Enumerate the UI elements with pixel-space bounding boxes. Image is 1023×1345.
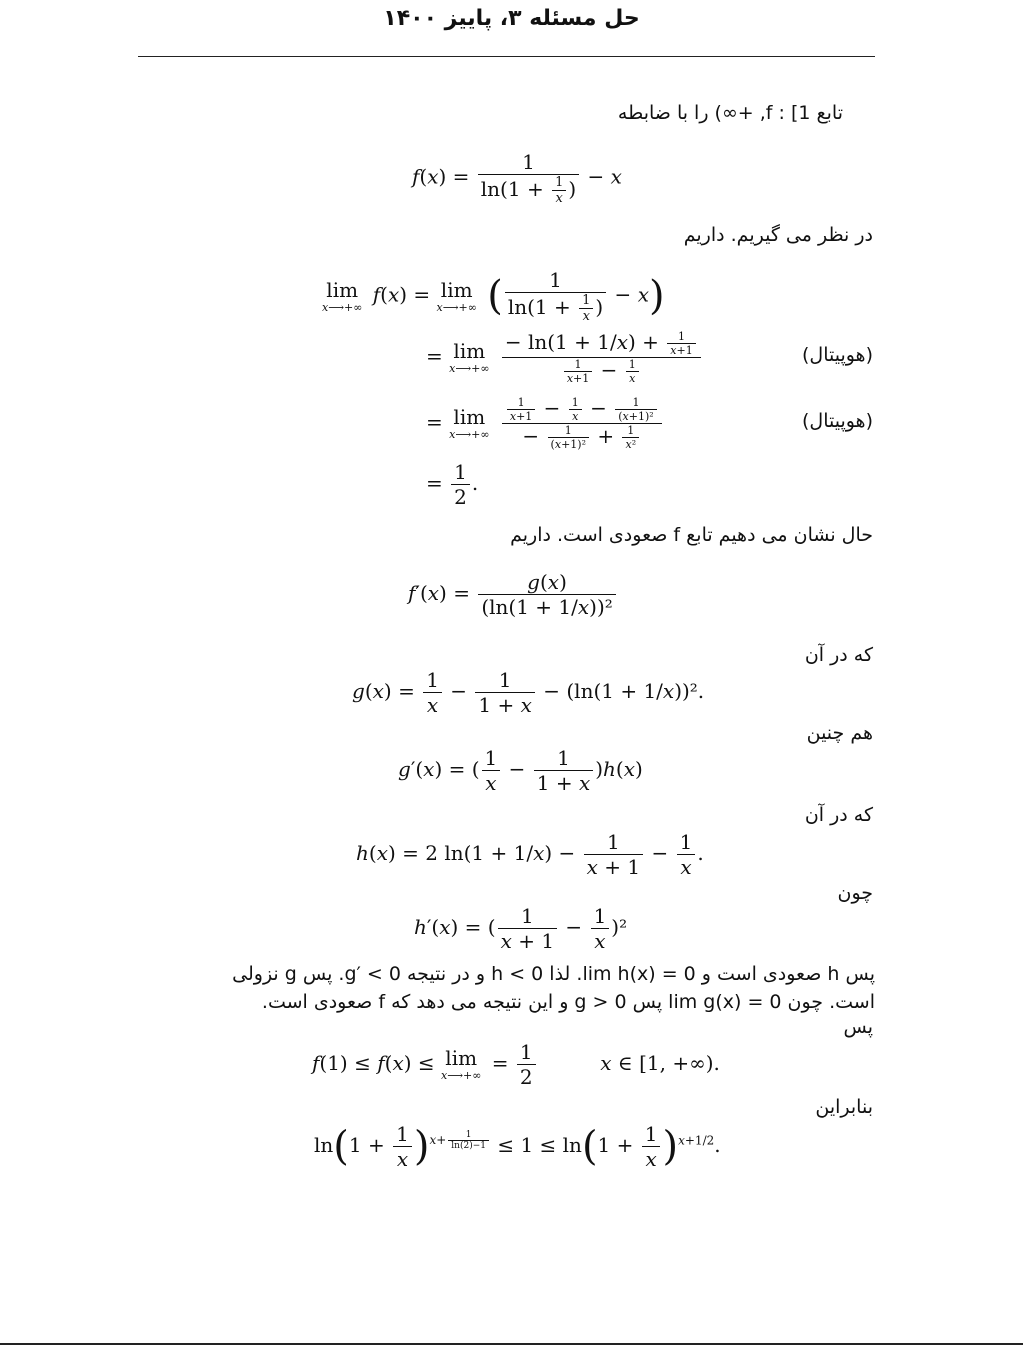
equation-g: g(x) = $\frac{1}{x}$ − $\frac{1}{1 + x}$ − (ln(1 + 1/x))².	[352, 668, 705, 717]
equation-h: h(x) = 2 ln(1 + 1/x) − $\frac{1}{x + 1}$ − $\frac{1}{x}$ .	[356, 830, 704, 879]
hopital-label-1: (هوپیتال)	[801, 344, 873, 366]
paragraph-line-2: است. چون lim g(x) = 0 پس g > 0 و این نتیجه می دهد که f صعودی است.	[261, 991, 875, 1013]
equation-bounds: f(1) ≤ f(x) ≤ lim x⟶+∞ = $\frac{1}{2}$ x ∈ [1, +∞).	[312, 1040, 720, 1089]
hopital-label-2: (هوپیتال)	[801, 410, 873, 432]
header-rule	[138, 56, 875, 57]
equation-limit-result: = $\frac{1}{2}$ .	[426, 460, 479, 509]
increasing-text: حال نشان می دهیم تابع f صعودی است. داریم	[510, 524, 873, 546]
page-title: حل مسئله ۳، پاییز ۱۴۰۰	[383, 6, 640, 31]
where-label-1: که در آن	[804, 644, 873, 666]
equation-limit-line1: lim x⟶+∞ f(x) = lim x⟶+∞ ( 1 ln(1 + $\frac{1}{x}$ ) − x)	[322, 268, 665, 324]
equation-limit-line3: = lim x⟶+∞ $\frac{1}{x+1}$ − $\frac{1}{x}$ − $\frac{1}{\text{(x+1)²}}$ − $\frac{1}{\text{(x+1)²}}$ + $\frac{1}{\text{x²}}$	[426, 396, 664, 451]
so-label: پس	[843, 1016, 873, 1038]
equation-final: ln(1 + $\frac{1}{x}$ )$^{x+ \frac{1}{\ln(2)-1}}$ ≤ 1 ≤ ln(1 + $\frac{1}{x}$ )$^{x+1/2}$.	[314, 1122, 721, 1171]
intro-text: تابع f : [1, +∞) را با ضابطه	[617, 102, 843, 124]
also-label: هم چنین	[806, 722, 873, 744]
where-label-2: که در آن	[804, 804, 873, 826]
equation-f-prime: f′(x) = $\frac{g(x)}{\text{(ln(1 + 1/x))²}}$	[408, 570, 618, 619]
equation-h-prime: h′(x) = ( $\frac{1}{x + 1}$ − $\frac{1}{x}$ )²	[414, 904, 628, 953]
conclusion-paragraph	[138, 960, 875, 1016]
equation-f-definition: f(x) = 1 ln(1 + $\frac{1}{x}$ ) − x	[412, 150, 622, 206]
after-definition-text: در نظر می گیریم. داریم	[683, 224, 873, 246]
equation-g-prime: g′(x) = ( $\frac{1}{x}$ − $\frac{1}{1 + x}$ )h(x)	[398, 746, 643, 795]
paragraph-line-1: پس h صعودی است و lim h(x) = 0. لذا h < 0 و در نتیجه g′ < 0. پس g نزولی	[232, 963, 875, 985]
equation-limit-line2: = lim x⟶+∞ − ln(1 + 1/x) + $\frac{1}{x+1}$ $\frac{1}{x+1}$ − $\frac{1}{x}$	[426, 330, 703, 385]
therefore-label: بنابراین	[815, 1096, 873, 1118]
since-label: چون	[837, 882, 873, 904]
